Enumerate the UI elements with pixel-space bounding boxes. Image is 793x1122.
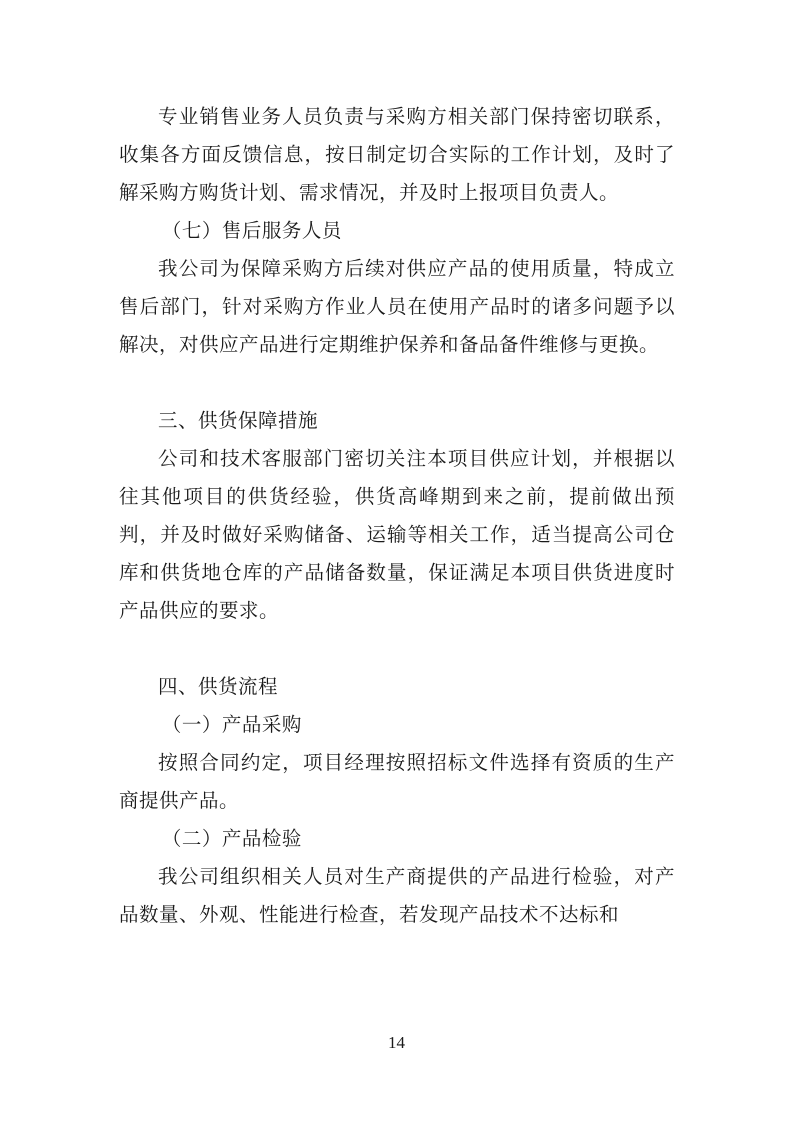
heading-product-procurement: （一）产品采购 [161,713,302,736]
section-gap [119,364,675,402]
page-number: 14 [388,1033,405,1052]
heading-product-inspection: （二）产品检验 [161,827,302,850]
paragraph-after-sales: 我公司为保障采购方后续对供应产品的使用质量，特成立售后部门，针对采购方作业人员在使用产品时的诸多问题予以解决，对供应产品进行定期维护保养和备品备件维修与更换。 [119,257,675,356]
paragraph-supply-guarantee: 公司和技术客服部门密切关注本项目供应计划，并根据以往其他项目的供货经验，供货高峰期到来之前，提前做出预判，并及时做好采购储备、运输等相关工作，适当提高公司仓库和供货地仓库的产品储备数量，保证满足本项目供货进度时产品供应的要求。 [119,447,675,622]
section-gap [119,630,675,668]
document-body [119,98,675,934]
paragraph-product-inspection: 我公司组织相关人员对生产商提供的产品进行检验，对产品数量、外观、性能进行检查，若发现产品技术不达标和 [119,865,675,926]
paragraph-product-procurement: 按照合同约定，项目经理按照招标文件选择有资质的生产商提供产品。 [119,751,675,812]
section-title-supply-process: 四、供货流程 [158,675,279,698]
section-title-supply-guarantee: 三、供货保障措施 [158,409,319,432]
heading-after-sales-staff: （七）售后服务人员 [161,219,342,242]
paragraph-sales-staff: 专业销售业务人员负责与采购方相关部门保持密切联系，收集各方面反馈信息，按日制定切合实际的工作计划，及时了解采购方购货计划、需求情况，并及时上报项目负责人。 [119,105,675,204]
